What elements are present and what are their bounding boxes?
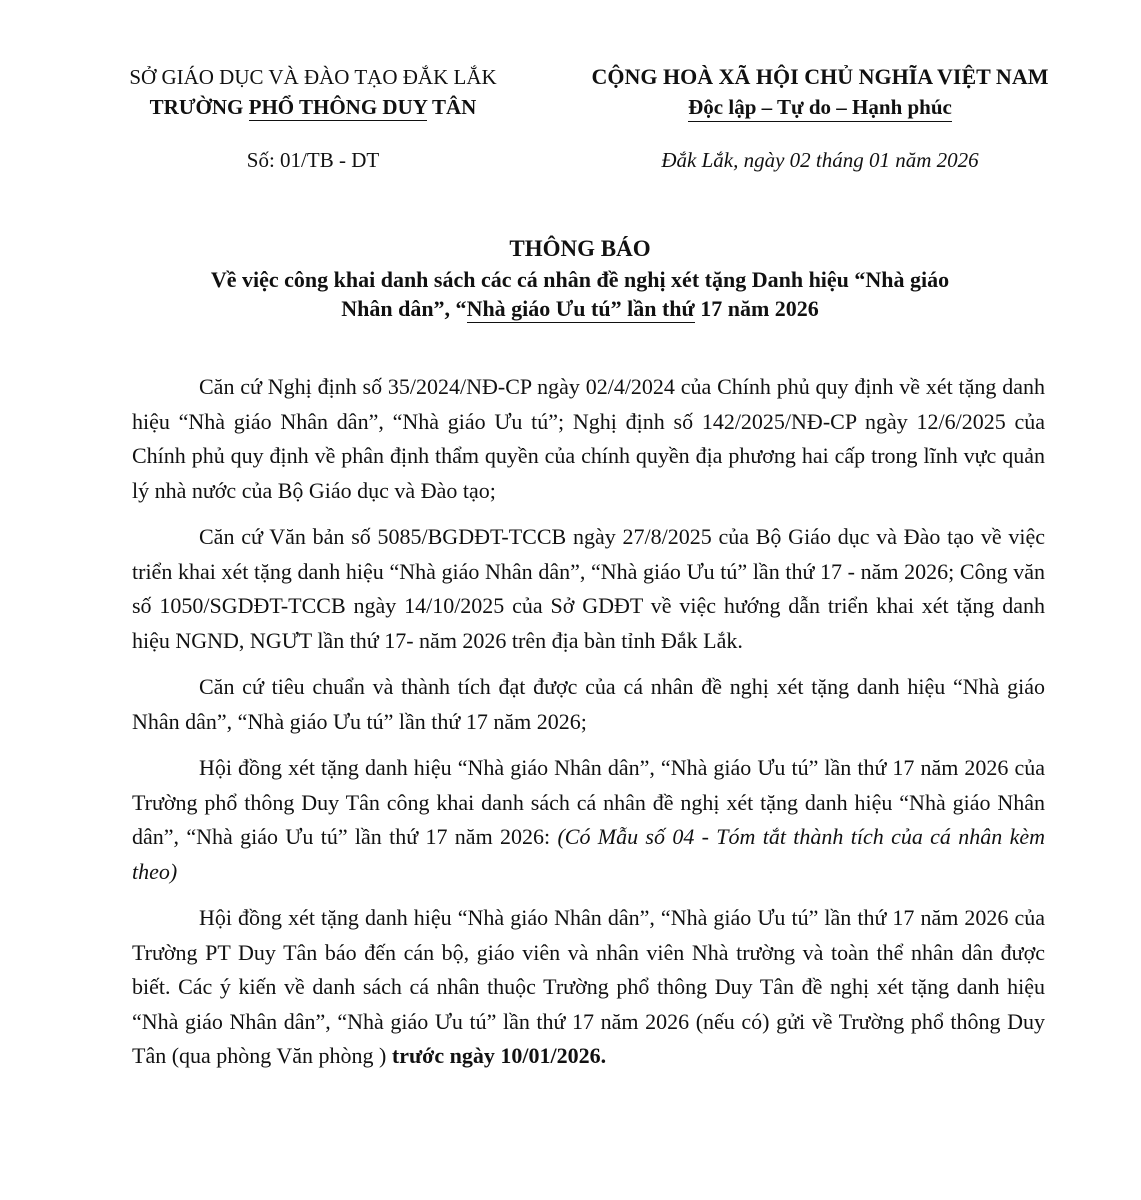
document-number: Số: 01/TB - DT <box>246 148 380 172</box>
subtitle-post: 17 năm 2026 <box>694 296 819 321</box>
notice-title: THÔNG BÁO <box>509 236 651 261</box>
notice-subtitle-line-2 <box>80 294 1080 323</box>
school-name-prefix: TRƯỜNG <box>149 95 249 119</box>
notice-subtitle-line-1: Về việc công khai danh sách các cá nhân đề nghị xét tặng Danh hiệu “Nhà giáo <box>210 267 950 292</box>
issuer-block <box>88 62 538 122</box>
paragraph-legal-basis-guidance: Căn cứ Văn bản số 5085/BGDĐT-TCCB ngày 27/8/2025 của Bộ Giáo dục và Đào tạo về việc triển khai xét tặng danh hiệu “Nhà giáo Nhân dân”, “Nhà giáo Ưu tú” lần thứ 17 - năm 2026; Công văn số 1050/SGDĐT-TCCB ngày 14/10/2025 của Sở GDĐT về việc hướng dẫn triển khai xét tặng danh hiệu NGND, NGƯT lần thứ 17- năm 2026 trên địa bàn tỉnh Đắk Lắk. <box>132 524 1045 653</box>
school-name-underlined: PHỔ THÔNG DUY <box>248 95 428 119</box>
paragraph-feedback <box>132 901 1045 1074</box>
publication-text: Hội đồng xét tặng danh hiệu “Nhà giáo Nhân dân”, “Nhà giáo Ưu tú” lần thứ 17 năm 2026 của Trường phổ thông Duy Tân công khai danh sách cá nhân đề nghị xét tặng danh hiệu “Nhà giáo Nhân dân”, “Nhà giáo Ưu tú” lần thứ 17 năm 2026: <box>132 755 1045 849</box>
national-motto <box>555 92 1085 122</box>
paragraph-publication <box>132 751 1045 889</box>
school-name <box>88 92 538 122</box>
feedback-text: Hội đồng xét tặng danh hiệu “Nhà giáo Nhân dân”, “Nhà giáo Ưu tú” lần thứ 17 năm 2026 của Trường PT Duy Tân báo đến cán bộ, giáo viên và nhân viên Nhà trường và toàn thể nhân dân được biết. Các ý kiến về danh sách cá nhân thuộc Trường phổ thông Duy Tân đề nghị xét tặng danh hiệu “Nhà giáo Nhân dân”, “Nhà giáo Ưu tú” lần thứ 17 năm 2026 (nếu có) gửi về Trường phổ thông Duy Tân (qua phòng Văn phòng ) <box>132 905 1045 1068</box>
paragraph-criteria: Căn cứ tiêu chuẩn và thành tích đạt được của cá nhân đề nghị xét tặng danh hiệu “Nhà giáo Nhân dân”, “Nhà giáo Ưu tú” lần thứ 17 năm 2026; <box>132 674 1045 734</box>
subtitle-underlined: Nhà giáo Ưu tú” lần thứ <box>466 296 695 321</box>
notice-body <box>132 370 1045 1086</box>
feedback-deadline: trước ngày 10/01/2026. <box>391 1043 607 1068</box>
notice-title-block <box>80 232 1080 323</box>
paragraph-legal-basis-decree: Căn cứ Nghị định số 35/2024/NĐ-CP ngày 02/4/2024 của Chính phủ quy định về xét tặng danh hiệu “Nhà giáo Nhân dân”, “Nhà giáo Ưu tú”; Nghị định số 142/2025/NĐ-CP ngày 12/6/2025 của Chính phủ quy định về phân định thẩm quyền của chính quyền địa phương hai cấp trong lĩnh vực quản lý nhà nước của Bộ Giáo dục và Đào tạo; <box>132 374 1045 503</box>
publication-attachment-note: (Có Mẫu số 04 - Tóm tắt thành tích của cá nhân kèm theo) <box>132 824 1045 884</box>
school-name-suffix: TÂN <box>427 95 477 119</box>
department-name: SỞ GIÁO DỤC VÀ ĐÀO TẠO ĐẮK LẮK <box>129 65 497 89</box>
subtitle-pre: Nhân dân”, “ <box>341 296 467 321</box>
document-date: Đắk Lắk, ngày 02 tháng 01 năm 2026 <box>661 148 979 172</box>
motto-text: Độc lập – Tự do – Hạnh phúc <box>688 95 952 122</box>
national-header <box>555 62 1085 122</box>
national-title: CỘNG HOÀ XÃ HỘI CHỦ NGHĨA VIỆT NAM <box>591 64 1049 89</box>
